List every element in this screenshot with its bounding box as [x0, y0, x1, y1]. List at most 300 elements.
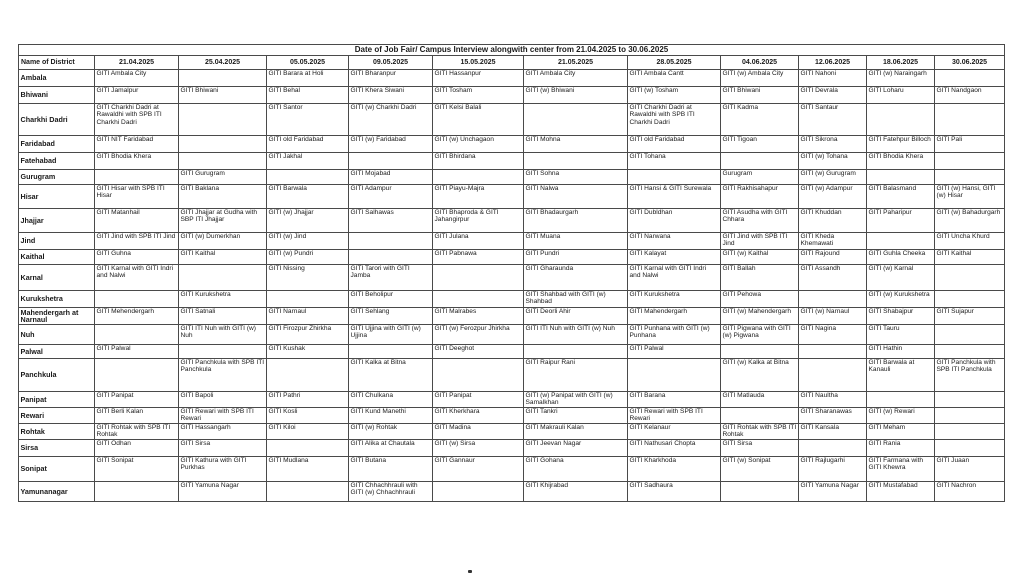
center-cell: GITI Madina	[433, 424, 524, 440]
center-cell: GITI Nathusari Chopta	[628, 440, 721, 457]
center-cell: GITI Khuddan	[799, 209, 867, 233]
center-cell: GITI Mudlana	[267, 457, 349, 482]
title-row	[19, 45, 1005, 56]
center-cell	[935, 408, 1005, 424]
center-cell	[935, 70, 1005, 87]
center-cell: GITI Nissing	[267, 265, 349, 291]
center-cell: GITI Palwal	[628, 345, 721, 359]
center-cell: GITI (w) Narnaul	[799, 308, 867, 325]
district-name: Jhajjar	[19, 209, 95, 233]
center-cell: GITI Kathura with GITI Purkhas	[179, 457, 267, 482]
district-name: Karnal	[19, 265, 95, 291]
center-cell: GITI Gurugram	[179, 170, 267, 185]
table-row	[19, 170, 1005, 185]
date-column-header: 04.06.2025	[721, 56, 799, 70]
center-cell: GITI Nahoni	[799, 70, 867, 87]
center-cell	[628, 170, 721, 185]
center-cell: GITI Fatehpur Billoch	[867, 136, 935, 153]
center-cell: GITI Guhla Cheeka	[867, 250, 935, 265]
center-cell: GITI Ambala City	[524, 70, 628, 87]
center-cell: GITI Hansi & GITI Surewala	[628, 185, 721, 209]
center-cell: GITI (w) Charkhi Dadri	[349, 104, 433, 136]
center-cell: GITI Behal	[267, 87, 349, 104]
center-cell: GITI Nachron	[935, 482, 1005, 502]
table-row	[19, 70, 1005, 87]
district-name: Panipat	[19, 392, 95, 408]
center-cell: GITI Piayu-Majra	[433, 185, 524, 209]
center-cell: GITI Kurukshetra	[628, 291, 721, 308]
date-column-header: 25.04.2025	[179, 56, 267, 70]
center-cell: GITI Khera Siwani	[349, 87, 433, 104]
district-name: Rewari	[19, 408, 95, 424]
district-name: Kaithal	[19, 250, 95, 265]
center-cell: GITI (w) Karnal	[867, 265, 935, 291]
table-row	[19, 250, 1005, 265]
center-cell: GITI Nalwa	[524, 185, 628, 209]
center-cell: GITI Palwal	[95, 345, 179, 359]
table-row	[19, 185, 1005, 209]
center-cell	[267, 291, 349, 308]
center-cell: GITI (w) Faridabad	[349, 136, 433, 153]
center-cell: GITI Bhodia Khera	[867, 153, 935, 170]
center-cell: GITI Makrauli Kalan	[524, 424, 628, 440]
center-cell	[935, 424, 1005, 440]
date-column-header: 28.05.2025	[628, 56, 721, 70]
center-cell: GITI Meham	[867, 424, 935, 440]
table-row	[19, 104, 1005, 136]
center-cell: GITI Farmana with GITI Khewra	[867, 457, 935, 482]
center-cell: GITI Deorli Ahir	[524, 308, 628, 325]
center-cell: GITI Ambala City	[95, 70, 179, 87]
center-cell: GITI Guhna	[95, 250, 179, 265]
center-cell: GITI (w) Mahendergarh	[721, 308, 799, 325]
center-cell: GITI Raipur Rani	[524, 359, 628, 392]
center-cell: GITI (w) Jind	[267, 233, 349, 250]
table-row	[19, 392, 1005, 408]
scan-dot	[468, 570, 472, 573]
district-name: Kurukshetra	[19, 291, 95, 308]
date-column-header: 05.05.2025	[267, 56, 349, 70]
date-column-header: 18.06.2025	[867, 56, 935, 70]
center-cell	[867, 392, 935, 408]
center-cell	[349, 153, 433, 170]
center-cell: GITI Pabnawa	[433, 250, 524, 265]
center-cell: GITI Kherkhara	[433, 408, 524, 424]
center-cell: GITI Malrabes	[433, 308, 524, 325]
center-cell	[349, 345, 433, 359]
center-cell: GITI Kaithal	[935, 250, 1005, 265]
center-cell: GITI ITI Nuh with GITI (w) Nuh	[524, 325, 628, 345]
center-cell	[721, 482, 799, 502]
center-cell: Gurugram	[721, 170, 799, 185]
center-cell: GITI Kurukshetra	[179, 291, 267, 308]
center-cell: GITI Balasmand	[867, 185, 935, 209]
center-cell: GITI Narnaul	[267, 308, 349, 325]
table-row	[19, 408, 1005, 424]
table-row	[19, 265, 1005, 291]
center-cell: GITI Hassangarh	[179, 424, 267, 440]
center-cell: GITI Bhiwani	[721, 87, 799, 104]
center-cell: GITI (w) Sonipat	[721, 457, 799, 482]
center-cell: GITI Mojabad	[349, 170, 433, 185]
center-cell	[867, 170, 935, 185]
district-name: Nuh	[19, 325, 95, 345]
date-column-header: 30.06.2025	[935, 56, 1005, 70]
center-cell: GITI Ujjina with GITI (w) Ujjina	[349, 325, 433, 345]
center-cell: GITI Muana	[524, 233, 628, 250]
table-row	[19, 308, 1005, 325]
center-cell: GITI Kheda Khemawati	[799, 233, 867, 250]
table-row	[19, 457, 1005, 482]
job-fair-schedule-sheet	[18, 44, 1004, 502]
district-name: Sirsa	[19, 440, 95, 457]
center-cell: GITI (w) Tosham	[628, 87, 721, 104]
date-column-header: 21.04.2025	[95, 56, 179, 70]
center-cell	[349, 233, 433, 250]
center-cell: GITI Rajound	[799, 250, 867, 265]
center-cell	[935, 440, 1005, 457]
center-cell: GITI Santaur	[799, 104, 867, 136]
table-row	[19, 153, 1005, 170]
center-cell	[95, 482, 179, 502]
center-cell	[935, 345, 1005, 359]
center-cell	[935, 170, 1005, 185]
center-cell	[179, 153, 267, 170]
center-cell	[935, 265, 1005, 291]
center-cell	[267, 359, 349, 392]
center-cell: GITI Bhadaurgarh	[524, 209, 628, 233]
center-cell: GITI Jind with SPB ITI Jind	[95, 233, 179, 250]
center-cell: GITI (w) Tohana	[799, 153, 867, 170]
center-cell: GITI Pehowa	[721, 291, 799, 308]
center-cell	[267, 170, 349, 185]
center-cell: GITI Panipat	[433, 392, 524, 408]
center-cell: GITI Gannaur	[433, 457, 524, 482]
center-cell: GITI Sehlang	[349, 308, 433, 325]
center-cell: GITI Bapoli	[179, 392, 267, 408]
center-cell: GITI Shahbad with GITI (w) Shahbad	[524, 291, 628, 308]
center-cell: GITI (w) Rohtak	[349, 424, 433, 440]
date-column-header: 21.05.2025	[524, 56, 628, 70]
center-cell: GITI Kosli	[267, 408, 349, 424]
center-cell: GITI Sirsa	[721, 440, 799, 457]
center-cell: GITI (w) Bahadurgarh	[935, 209, 1005, 233]
center-cell: GITI Tauru	[867, 325, 935, 345]
center-cell	[267, 440, 349, 457]
center-cell: GITI Bhodia Khera	[95, 153, 179, 170]
center-cell: GITI (w) Ambala City	[721, 70, 799, 87]
center-cell: GITI Kadma	[721, 104, 799, 136]
center-cell	[799, 291, 867, 308]
district-name: Sonipat	[19, 457, 95, 482]
schedule-body	[19, 70, 1005, 502]
center-cell: GITI Hassanpur	[433, 70, 524, 87]
center-cell: GITI Tohana	[628, 153, 721, 170]
center-cell: GITI Satnali	[179, 308, 267, 325]
center-cell: GITI Pali	[935, 136, 1005, 153]
center-cell: GITI Bharanpur	[349, 70, 433, 87]
center-cell: GITI Jhajjar at Gudha with SBP ITI Jhajjar	[179, 209, 267, 233]
center-cell: GITI Beholipur	[349, 291, 433, 308]
center-cell: GITI Panchkula with SPB ITI Panchkula	[179, 359, 267, 392]
center-cell: GITI (w) Hansi, GITI (w) Hisar	[935, 185, 1005, 209]
center-cell: GITI Kaithal	[179, 250, 267, 265]
center-cell	[179, 136, 267, 153]
district-name: Gurugram	[19, 170, 95, 185]
district-name: Panchkula	[19, 359, 95, 392]
center-cell: GITI Salhawas	[349, 209, 433, 233]
center-cell: GITI (w) Bhiwani	[524, 87, 628, 104]
center-cell: GITI (w) Kurukshetra	[867, 291, 935, 308]
center-cell	[267, 482, 349, 502]
table-row	[19, 209, 1005, 233]
center-cell: GITI (w) Panipat with GITI (w) Samalkhan	[524, 392, 628, 408]
center-cell	[179, 265, 267, 291]
date-column-header: 15.05.2025	[433, 56, 524, 70]
center-cell: GITI Kelanaur	[628, 424, 721, 440]
table-row	[19, 87, 1005, 104]
table-row	[19, 359, 1005, 392]
center-cell: GITI Kalayat	[628, 250, 721, 265]
center-cell: GITI Devrala	[799, 87, 867, 104]
center-cell: GITI Assandh	[799, 265, 867, 291]
district-name: Charkhi Dadri	[19, 104, 95, 136]
center-cell	[935, 153, 1005, 170]
center-cell	[799, 440, 867, 457]
center-cell	[721, 153, 799, 170]
center-cell	[433, 170, 524, 185]
center-cell	[524, 345, 628, 359]
center-cell: GITI Rewari with SPB ITI Rewari	[179, 408, 267, 424]
center-cell: GITI Nagina	[799, 325, 867, 345]
district-column-header: Name of District	[19, 56, 95, 70]
district-name: Rohtak	[19, 424, 95, 440]
center-cell	[349, 250, 433, 265]
center-cell: GITI Kharkhoda	[628, 457, 721, 482]
schedule-table	[18, 44, 1005, 502]
center-cell: GITI Yamuna Nagar	[799, 482, 867, 502]
center-cell: GITI Barana	[628, 392, 721, 408]
center-cell: GITI Charkhi Dadri at Rawaldhi with SPB ITI Charkhi Dadri	[628, 104, 721, 136]
center-cell: GITI Sikrona	[799, 136, 867, 153]
center-cell: GITI Kiloi	[267, 424, 349, 440]
center-cell: GITI Sadhaura	[628, 482, 721, 502]
center-cell	[179, 345, 267, 359]
center-cell	[524, 153, 628, 170]
center-cell: GITI Sujapur	[935, 308, 1005, 325]
center-cell: GITI Bhaproda & GITI Jahangirpur	[433, 209, 524, 233]
center-cell: GITI Barwala	[267, 185, 349, 209]
center-cell: GITI Hathin	[867, 345, 935, 359]
center-cell: GITI Karnal with GITI Indri and Nalwi	[95, 265, 179, 291]
center-cell: GITI Kushak	[267, 345, 349, 359]
center-cell: GITI (w) Kalka at Bitna	[721, 359, 799, 392]
center-cell: GITI Barara at Holi	[267, 70, 349, 87]
center-cell: GITI Rakhisahapur	[721, 185, 799, 209]
center-cell: GITI Butana	[349, 457, 433, 482]
center-cell	[179, 104, 267, 136]
center-cell: GITI (w) Pundri	[267, 250, 349, 265]
center-cell: GITI Naultha	[799, 392, 867, 408]
district-name: Mahendergarh at Narnaul	[19, 308, 95, 325]
table-row	[19, 291, 1005, 308]
center-cell: GITI ITI Nuh with GITI (w) Nuh	[179, 325, 267, 345]
center-cell: GITI Sharanawas	[799, 408, 867, 424]
center-cell: GITI Sonipat	[95, 457, 179, 482]
center-cell	[721, 408, 799, 424]
center-cell: GITI Uncha Khurd	[935, 233, 1005, 250]
center-cell: GITI Berli Kalan	[95, 408, 179, 424]
center-cell: GITI (w) Ferozpur Jhirkha	[433, 325, 524, 345]
center-cell: GITI Shabajpur	[867, 308, 935, 325]
center-cell: GITI Santor	[267, 104, 349, 136]
center-cell: GITI Rohtak with SPB ITI Rohtak	[721, 424, 799, 440]
center-cell: GITI Paharipur	[867, 209, 935, 233]
district-name: Ambala	[19, 70, 95, 87]
table-row	[19, 136, 1005, 153]
center-cell: GITI Matanhail	[95, 209, 179, 233]
document-title: Date of Job Fair/ Campus Interview alongwith center from 21.04.2025 to 30.06.2025	[19, 45, 1005, 56]
table-row	[19, 233, 1005, 250]
center-cell: GITI Bhirdana	[433, 153, 524, 170]
center-cell: GITI Jakhal	[267, 153, 349, 170]
center-cell: GITI Gharaunda	[524, 265, 628, 291]
center-cell	[433, 291, 524, 308]
center-cell: GITI Karnal with GITI Indri and Nalwi	[628, 265, 721, 291]
center-cell	[935, 291, 1005, 308]
center-cell: GITI Pathri	[267, 392, 349, 408]
district-name: Faridabad	[19, 136, 95, 153]
center-cell	[95, 291, 179, 308]
table-row	[19, 424, 1005, 440]
center-cell: GITI Deeghot	[433, 345, 524, 359]
center-cell	[935, 392, 1005, 408]
center-cell: GITI Tankri	[524, 408, 628, 424]
center-cell: GITI Mustafabad	[867, 482, 935, 502]
center-cell	[867, 233, 935, 250]
center-cell: GITI Ballah	[721, 265, 799, 291]
center-cell: GITI Sirsa	[179, 440, 267, 457]
center-cell	[799, 359, 867, 392]
center-cell: GITI Loharu	[867, 87, 935, 104]
center-cell: GITI Ambala Cantt	[628, 70, 721, 87]
center-cell: GITI Odhan	[95, 440, 179, 457]
district-name: Yamunanagar	[19, 482, 95, 502]
center-cell: GITI Dubldhan	[628, 209, 721, 233]
center-cell: GITI Rania	[867, 440, 935, 457]
center-cell: GITI Charkhi Dadri at Rawaldhi with SPB ITI Charkhi Dadri	[95, 104, 179, 136]
center-cell: GITI (w) Gurugram	[799, 170, 867, 185]
center-cell: GITI Jind with SPB ITI Jind	[721, 233, 799, 250]
center-cell: GITI Juaan	[935, 457, 1005, 482]
center-cell: GITI (w) Sirsa	[433, 440, 524, 457]
center-cell: GITI Rohtak with SPB ITI Rohtak	[95, 424, 179, 440]
center-cell: GITI Hisar with SPB ITI Hisar	[95, 185, 179, 209]
center-cell: GITI Rajlugarhi	[799, 457, 867, 482]
table-row	[19, 440, 1005, 457]
district-name: Palwal	[19, 345, 95, 359]
center-cell	[628, 359, 721, 392]
table-row	[19, 482, 1005, 502]
center-cell: GITI (w) Unchagaon	[433, 136, 524, 153]
district-name: Fatehabad	[19, 153, 95, 170]
center-cell: GITI Pigwana with GITI (w) Pigwana	[721, 325, 799, 345]
district-name: Jind	[19, 233, 95, 250]
center-cell: GITI (w) Naraingarh	[867, 70, 935, 87]
center-cell: GITI Kund Manethi	[349, 408, 433, 424]
center-cell: GITI Panchkula with SPB ITI Panchkula	[935, 359, 1005, 392]
center-cell: GITI Kelsi Balali	[433, 104, 524, 136]
center-cell	[799, 345, 867, 359]
center-cell: GITI NIT Faridabad	[95, 136, 179, 153]
center-cell	[935, 325, 1005, 345]
center-cell: GITI Tigoan	[721, 136, 799, 153]
center-cell: GITI Tosham	[433, 87, 524, 104]
center-cell	[721, 345, 799, 359]
date-column-header: 12.06.2025	[799, 56, 867, 70]
center-cell: GITI (w) Dumerkhan	[179, 233, 267, 250]
center-cell: GITI Sohna	[524, 170, 628, 185]
center-cell: GITI Pundri	[524, 250, 628, 265]
center-cell: GITI Rewari with SPB ITI Rewari	[628, 408, 721, 424]
center-cell	[433, 359, 524, 392]
district-name: Hisar	[19, 185, 95, 209]
center-cell: GITI Tarori with GITI Jamba	[349, 265, 433, 291]
center-cell	[95, 170, 179, 185]
center-cell: GITI Baklana	[179, 185, 267, 209]
center-cell: GITI Bhiwani	[179, 87, 267, 104]
district-name: Bhiwani	[19, 87, 95, 104]
center-cell: GITI Kansala	[799, 424, 867, 440]
center-cell: GITI Yamuna Nagar	[179, 482, 267, 502]
center-cell: GITI Mehendergarh	[95, 308, 179, 325]
center-cell	[867, 104, 935, 136]
center-cell	[179, 70, 267, 87]
center-cell: GITI old Faridabad	[628, 136, 721, 153]
center-cell: GITI Mohna	[524, 136, 628, 153]
center-cell: GITI Julana	[433, 233, 524, 250]
table-row	[19, 325, 1005, 345]
center-cell: GITI Mahendergarh	[628, 308, 721, 325]
center-cell: GITI Khijrabad	[524, 482, 628, 502]
center-cell: GITI (w) Rewari	[867, 408, 935, 424]
center-cell: GITI Jamalpur	[95, 87, 179, 104]
center-cell: GITI Narwana	[628, 233, 721, 250]
center-cell	[433, 482, 524, 502]
center-cell: GITI Adampur	[349, 185, 433, 209]
center-cell: GITI (w) Jhajjar	[267, 209, 349, 233]
date-column-header: 09.05.2025	[349, 56, 433, 70]
center-cell: GITI Panipat	[95, 392, 179, 408]
center-cell: GITI (w) Adampur	[799, 185, 867, 209]
center-cell: GITI (w) Kaithal	[721, 250, 799, 265]
center-cell	[95, 325, 179, 345]
center-cell: GITI Alika at Chautala	[349, 440, 433, 457]
center-cell	[433, 265, 524, 291]
center-cell: GITI old Faridabad	[267, 136, 349, 153]
center-cell	[935, 104, 1005, 136]
center-cell: GITI Gohana	[524, 457, 628, 482]
center-cell: GITI Asudha with GITI Chhara	[721, 209, 799, 233]
center-cell: GITI Firozpur Zhirkha	[267, 325, 349, 345]
center-cell: GITI Chhachhrauli with GITI (w) Chhachhrauli	[349, 482, 433, 502]
center-cell: GITI Jeevan Nagar	[524, 440, 628, 457]
center-cell: GITI Punhana with GITI (w) Punhana	[628, 325, 721, 345]
center-cell: GITI Matlauda	[721, 392, 799, 408]
center-cell	[524, 104, 628, 136]
center-cell	[95, 359, 179, 392]
header-row	[19, 56, 1005, 70]
